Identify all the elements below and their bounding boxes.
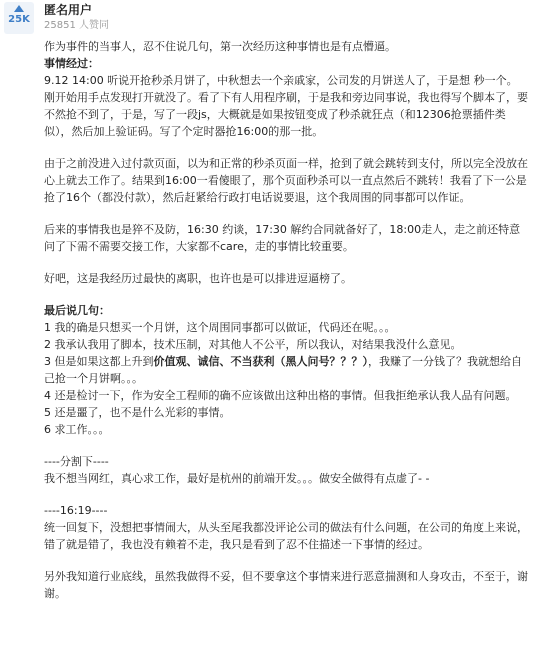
heading-process: 事情经过： (44, 57, 99, 70)
paragraph-divider-note: ----分割下---- 我不想当网红，真心求工作，最好是杭州的前端开发。。。做安全做得有点虚了- - (44, 455, 430, 485)
upvote-button[interactable] (4, 2, 34, 34)
paragraph-resignation: 好吧，这是我经历过最快的离职，也许也是可以排进逗逼榜了。 (44, 272, 352, 285)
point-3-rest: ，我赚了一分钱了？我就想给自己抢一个月饼啊。。。 4 还是检讨一下，作为安全工程师的确不应该做出这种出格的事情。但我拒绝承认我人品有问题。 5 还是噩了，也不是什么光彩的事情。 6 求工作。。。 (44, 355, 522, 436)
answer-content (44, 38, 530, 602)
author-name[interactable]: 匿名用户 (44, 3, 93, 17)
paragraph-intro: 作为事件的当事人，忍不住说几句，第一次经历这种事情也是有点懵逼。 (44, 40, 396, 53)
paragraph-payment: 由于之前没进入过付款页面，以为和正常的秒杀页面一样，抢到了就会跳转到支付，所以完全没放在心上就去工作了。结果到16:00一看傻眼了，那个页面秒杀可以一直点然后不跳转！我看了下一公是抢了16个（都没付款），然后赶紧给行政打电话说要退，这个我周围的同事都可以作证。 (44, 157, 528, 204)
answer-header (44, 2, 109, 33)
heading-final-words: 最后说几句： (44, 304, 110, 317)
paragraph-closing: 另外我知道行业底线，虽然我做得不妥，但不要拿这个事情来进行恶意揣测和人身攻击，不至于，谢谢。 (44, 570, 528, 600)
upvote-arrow-icon (14, 5, 24, 12)
likes-count[interactable]: 25851 人赞同 (44, 20, 109, 31)
paragraph-aftermath: 后来的事情我也是猝不及防，16:30 约谈，17:30 解约合同就备好了，18:00走人，走之前还特意问了下需不需要交接工作，大家都不care，走的事情比较重要。 (44, 223, 521, 253)
list-points-1-2: 1 我的确是只想买一个月饼，这个周围同事都可以做证，代码还在呢。。。 2 我承认我用了脚本，技术压制，对其他人不公平，所以我认，对结果我没什么意见。 (44, 321, 462, 351)
point-3-lead: 3 但是如果这都上升到 (44, 355, 154, 368)
vote-count: 25K (8, 14, 30, 25)
paragraph-timeline: 9.12 14:00 听说开抢秒杀月饼了，中秋想去一个亲戚家，公司发的月饼送人了，于是想 秒一个。 刚开始用手点发现打开就没了。看了下有人用程序刷，于是我和旁边同事说，我也得写个脚本了，要不然抢不到了，于是，写了一段js，大概就是如果按钮变成了秒杀就狂点（和12306抢票插件类似），然后加上验证码。写了个定时器抢16:00的那一批。 (44, 74, 528, 138)
list-points-3-6 (44, 353, 530, 438)
paragraph-update-1619: ----16:19---- 统一回复下，没想把事情闹大，从头至尾我都没评论公司的做法有什么问题，在公司的角度上来说，错了就是错了，我也没有赖着不走，我只是看到了忍不住描述一下事情的经过。 (44, 504, 528, 551)
point-3-emphasis: 价值观、诚信、不当获利（黑人问号？？？） (153, 355, 368, 368)
